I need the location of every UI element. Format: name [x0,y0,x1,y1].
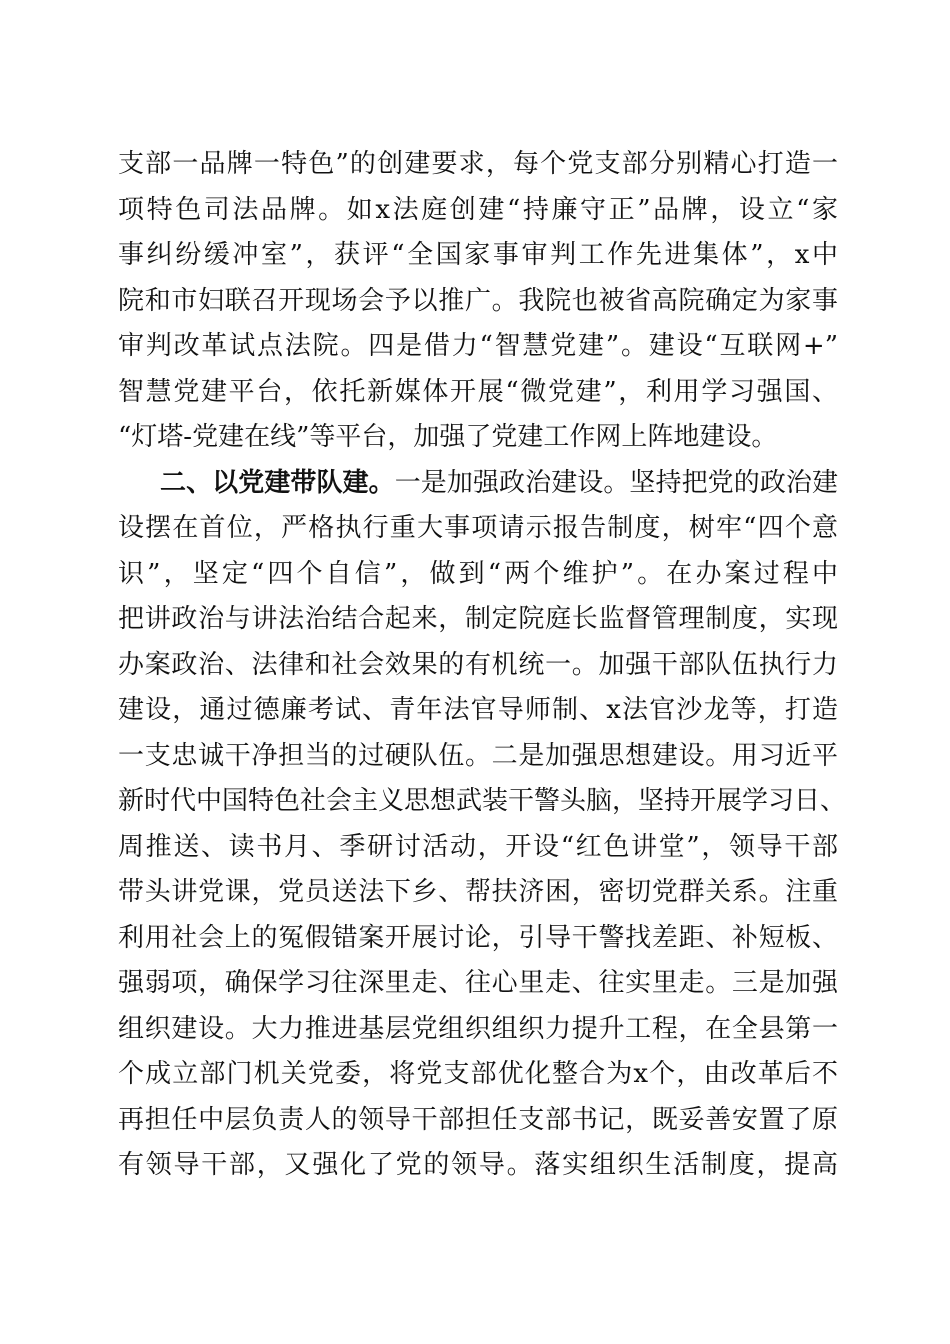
paragraph-line: 有领导干部，又强化了党的领导。落实组织生活制度，提高 [118,1150,838,1180]
paragraph-line: 事纠纷缓冲室”，获评“全国家事审判工作先进集体”，x中 [118,240,838,270]
paragraph-line: 一支忠诚干净担当的过硬队伍。二是加强思想建设。用习近平 [118,741,838,771]
section-heading-continuation: 一是加强政治建设。坚持把党的政治建 [394,468,838,498]
paragraph-line: 新时代中国特色社会主义思想武装干警头脑，坚持开展学习日、 [118,786,847,816]
paragraph-line: 利用社会上的冤假错案开展讨论，引导干警找差距、补短板、 [118,923,838,953]
section-heading: 二、以党建带队建。 [160,468,395,498]
paragraph-line: 院和市妇联召开现场会予以推广。我院也被省高院确定为家事 [118,286,838,316]
paragraph-line: 个成立部门机关党委，将党支部优化整合为x个，由改革后不 [118,1059,838,1089]
paragraph-line: 建设，通过德廉考试、青年法官导师制、x法官沙龙等，打造 [118,695,838,725]
paragraph-line: “灯塔-党建在线”等平台，加强了党建工作网上阵地建设。 [118,422,778,452]
paragraph-line: 带头讲党课，党员送法下乡、帮扶济困，密切党群关系。注重 [118,877,838,907]
paragraph-line: 项特色司法品牌。如x法庭创建“持廉守正”品牌，设立“家 [118,195,838,225]
paragraph-line: 识”，坚定“四个自信”，做到“两个维护”。在办案过程中 [118,559,838,589]
paragraph-line: 组织建设。大力推进基层党组织组织力提升工程，在全县第一 [118,1014,838,1044]
paragraph-line: 周推送、读书月、季研讨活动，开设“红色讲堂”，领导干部 [118,832,838,862]
paragraph-line: 把讲政治与讲法治结合起来，制定院庭长监督管理制度，实现 [118,604,838,634]
paragraph-line: 支部一品牌一特色”的创建要求，每个党支部分别精心打造一 [118,149,838,179]
paragraph-line: 智慧党建平台，依托新媒体开展“微党建”，利用学习强国、 [118,377,838,407]
paragraph-line: 办案政治、法律和社会效果的有机统一。加强干部队伍执行力 [118,650,838,680]
paragraph-line: 审判改革试点法院。四是借力“智慧党建”。建设“互联网+” [118,331,838,361]
paragraph-line: 强弱项，确保学习往深里走、往心里走、往实里走。三是加强 [118,968,838,998]
paragraph-line: 设摆在首位，严格执行重大事项请示报告制度，树牢“四个意 [118,513,838,543]
section-first-line [160,461,838,505]
paragraph-line: 再担任中层负责人的领导干部担任支部书记，既妥善安置了原 [118,1105,838,1135]
